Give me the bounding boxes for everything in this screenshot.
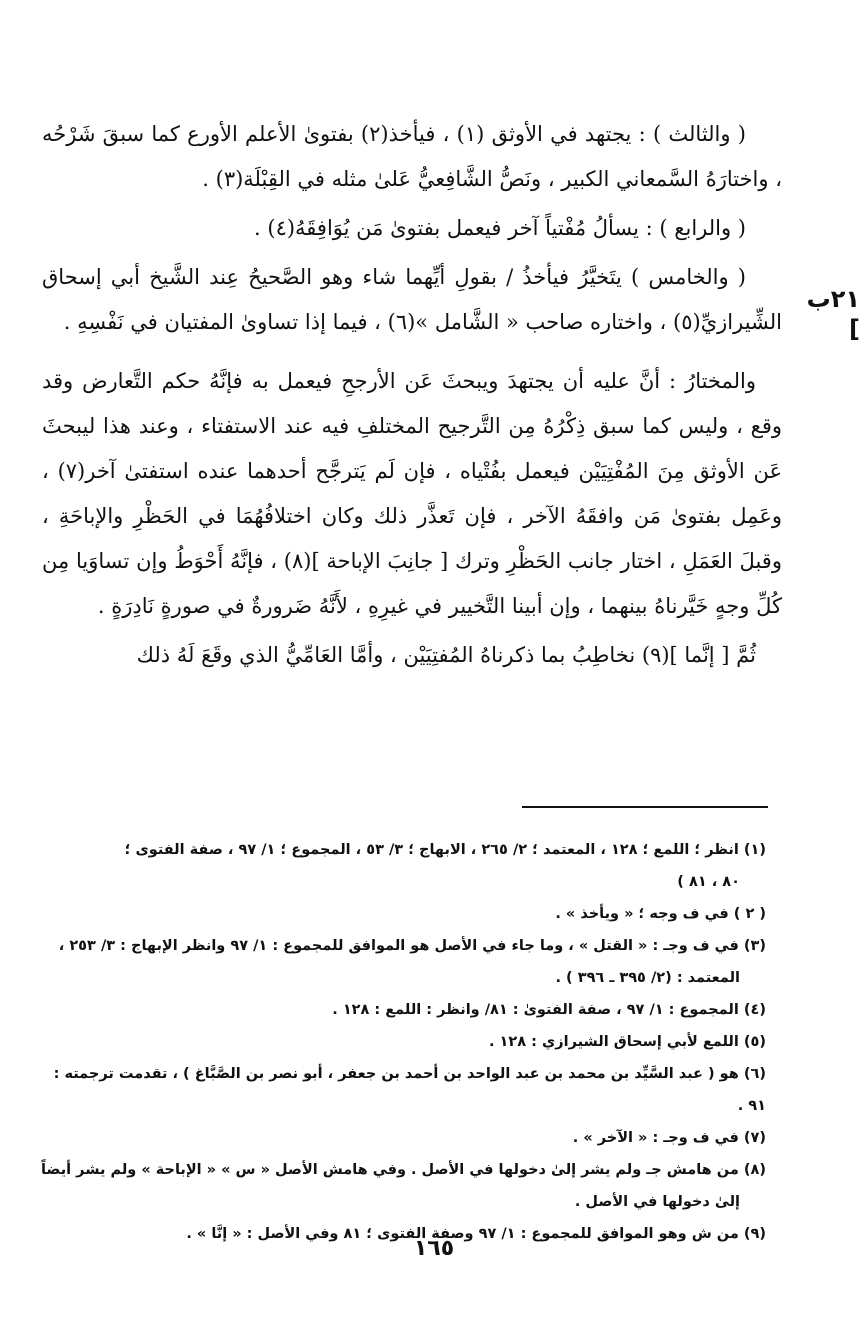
footnote-7 bbox=[36, 1122, 766, 1154]
paragraph-fourth-opinion: ( والرابع ) : يسألُ مُفْتياً آخر فيعمل بفتوىٰ مَن يُوَافِقَهُ(٤) . bbox=[254, 216, 746, 240]
main-text bbox=[42, 112, 782, 678]
footnote-6 bbox=[36, 1058, 766, 1122]
footnote-2 bbox=[36, 898, 766, 930]
footnote-line: ٨٠ ، ٨١ ) bbox=[677, 874, 740, 890]
paragraph-closing: ثُمَّ [ إنَّما ](٩) نخاطِبُ بما ذكرناهُ المُفتِيَيْن ، وأمَّا العَامِّيُّ الذي وقَعَ لَهُ ذلك bbox=[136, 643, 756, 667]
footnote-line: (٣) في ف وجـ : « القتل » ، وما جاء في الأصل هو الموافق للمجموع : ١/ ٩٧ وانظر الإبهاج : ٣/ ٢٥٣ ، bbox=[58, 938, 766, 954]
footnote-5 bbox=[36, 1026, 766, 1058]
footnote-4 bbox=[36, 994, 766, 1026]
footnote-line: (٦) هو ( عبد السَّيِّد بن محمد بن عبد الواحد بن أحمد بن جعفر ، أبو نصر بن الصَّبَّاغ ) ، تقدمت ترجمته : ٩١ . bbox=[53, 1066, 766, 1114]
footnote-line: (٩) من ش وهو الموافق للمجموع : ١/ ٩٧ وصفة الفتوى ؛ ٨١ وفي الأصل : « إنَّا » . bbox=[186, 1226, 766, 1242]
footnote-line: (٨) من هامش جـ ولم يشر إلىٰ دخولها في الأصل . وفي هامش الأصل « س » « الإباحة » ولم يشر أيضاً bbox=[40, 1162, 766, 1178]
footnotes bbox=[36, 834, 766, 1250]
footnote-line: (١) انظر ؛ اللمع ؛ ١٢٨ ، المعتمد ؛ ٢/ ٢٦٥ ، الابهاج ؛ ٣/ ٥٣ ، المجموع ؛ ١/ ٩٧ ، صفة الفتوى ؛ bbox=[124, 842, 766, 858]
margin-folio-marker: ٢١ب ] bbox=[806, 285, 860, 343]
footnote-8 bbox=[36, 1154, 766, 1218]
footnote-separator bbox=[522, 806, 768, 808]
footnote-1 bbox=[36, 834, 766, 898]
paragraph-third-opinion: ( والثالث ) : يجتهد في الأوثق (١) ، فيأخذ(٢) بفتوىٰ الأعلم الأورع كما سبقَ شَرْحُه ، واختارَهُ السَّمعاني الكبير ، ونَصُّ الشَّافِعيُّ عَلىٰ مثله في القِبْلَة(٣) . bbox=[42, 122, 782, 191]
paragraph-fifth-opinion: ( والخامس ) يتَخيَّرُ فيأخذُ / بقولِ أيِّهما شاء وهو الصَّحيحُ عِند الشَّيخ أبي إسحاق الشِّيرازيِّ(٥) ، واختاره صاحب « الشَّامل »(٦) ، فيما إذا تساوىٰ المفتيان في نَفْسِهِ . bbox=[42, 265, 782, 334]
footnote-line: ( ٢ ) في ف وجه ؛ « ويأخذ » . bbox=[555, 906, 766, 922]
footnote-line: (٥) اللمع لأبي إسحاق الشيرازي : ١٢٨ . bbox=[488, 1034, 766, 1050]
footnote-line: المعتمد : (٢/ ٣٩٥ ـ ٣٩٦ ) . bbox=[555, 970, 740, 986]
footnote-line: (٤) المجموع : ١/ ٩٧ ، صفة الفتوىٰ : ٨١/ وانظر : اللمع : ١٢٨ . bbox=[332, 1002, 766, 1018]
page-number: ١٦٥ bbox=[413, 1236, 455, 1261]
footnote-3 bbox=[36, 930, 766, 994]
footnote-line: (٧) في ف وجـ : « الآخر » . bbox=[572, 1130, 766, 1146]
footnote-line: إلىٰ دخولها في الأصل . bbox=[574, 1194, 740, 1210]
paragraph-chosen-view: والمختارُ : أنَّ عليه أن يجتهدَ ويبحثَ عَن الأرجحِ فيعمل به فإنَّهُ حكم التَّعارض وقد وقع ، وليس كما سبق ذِكْرُهُ مِن التَّرجيح المختلفِ فيه عند الاستفتاء ، وعند هذا ليبحثَ عَن الأوثق مِنَ المُفْتِيَيْن فيعمل بفُتْياه ، فإن لَم يَترجَّح أحدهما عنده استفتىٰ آخر(٧) ، وعَمِل بفتوىٰ مَن وافقَهُ الآخر ، فإن تَعذَّر ذلك وكان اختلافُهُمَا في الحَظْرِ والإباحَةِ ، وقبلَ العَمَلِ ، اختار جانب الحَظْرِ وترك [ جانِبَ الإباحة ](٨) ، فإنَّهُ أَحْوَطُ وإن تساوَيا مِن كُلِّ وجهٍ خَيَّرناهُ بينهما ، وإن أبينا التَّخيير في غيرِهِ ، لأَنَّهُ ضَرورةٌ في صورةٍ نَادِرَةٍ . bbox=[42, 369, 782, 618]
